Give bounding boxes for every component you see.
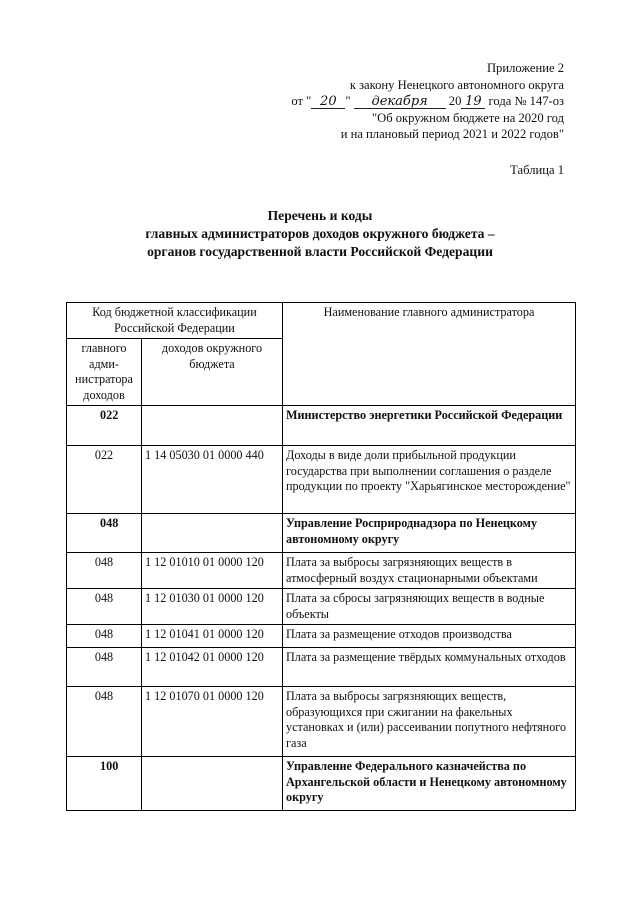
kbk-header: Код бюджетной классификации Российской Федерации — [67, 303, 283, 339]
admin-code-cell: 048 — [67, 687, 142, 757]
law-number: года № 147-оз — [488, 94, 564, 108]
admin-code-cell: 048 — [67, 625, 142, 648]
administrator-name-cell: Плата за сбросы загрязняющих веществ в водные объекты — [283, 589, 576, 625]
income-code-cell: 1 12 01041 01 0000 120 — [142, 625, 283, 648]
table-row — [67, 687, 576, 757]
law-date-line — [291, 93, 564, 110]
law-reference: к закону Ненецкого автономного округа — [349, 77, 564, 92]
law-title-line2: и на плановый период 2021 и 2022 годов" — [340, 127, 564, 141]
date-quote: " — [345, 94, 351, 108]
admin-code-cell: 100 — [67, 757, 142, 811]
income-code-cell: 1 12 01042 01 0000 120 — [142, 648, 283, 687]
income-code-cell: 1 12 01010 01 0000 120 — [142, 553, 283, 589]
income-code-cell — [142, 514, 283, 553]
table-row — [67, 406, 576, 446]
appendix-label: Приложение 2 — [486, 61, 564, 75]
admin-code-cell: 022 — [67, 446, 142, 514]
income-code-header: доходов окружного бюджета — [142, 339, 283, 406]
admin-code-header: главного адми-нистратора доходов — [67, 339, 142, 406]
name-header: Наименование главного администратора — [283, 303, 576, 406]
administrator-name-cell: Плата за размещение отходов производства — [283, 625, 576, 648]
administrator-name-cell: Министерство энергетики Российской Федерации — [283, 406, 576, 446]
administrator-name-cell: Управление Росприроднадзора по Ненецкому автономному округу — [283, 514, 576, 553]
administrators-table — [66, 302, 576, 811]
handwritten-day: 20 — [311, 96, 345, 109]
table-row — [67, 589, 576, 625]
table-row — [67, 648, 576, 687]
income-code-cell — [142, 757, 283, 811]
admin-code-cell: 048 — [67, 514, 142, 553]
table-row — [67, 553, 576, 589]
year-prefix: 20 — [448, 94, 462, 108]
income-code-cell — [142, 406, 283, 446]
table-row — [67, 446, 576, 514]
table-row — [67, 757, 576, 811]
table-label: Таблица 1 — [510, 163, 564, 177]
table-row — [67, 514, 576, 553]
administrator-name-cell: Управление Федерального казначейства по Архангельской области и Ненецкому автономному округу — [283, 757, 576, 811]
administrator-name-cell: Плата за размещение твёрдых коммунальных отходов — [283, 648, 576, 687]
date-prefix: от " — [291, 94, 312, 108]
income-code-cell: 1 12 01070 01 0000 120 — [142, 687, 283, 757]
admin-code-cell: 048 — [67, 589, 142, 625]
admin-code-cell: 022 — [67, 406, 142, 446]
document-title — [0, 207, 640, 261]
income-code-cell: 1 12 01030 01 0000 120 — [142, 589, 283, 625]
administrator-name-cell: Доходы в виде доли прибыльной продукции государства при выполнении соглашения о разделе продукции по проекту "Харьягинское месторождение" — [283, 446, 576, 514]
admin-code-cell: 048 — [67, 553, 142, 589]
title-line3: органов государственной власти Российской Федерации — [147, 244, 493, 259]
document-header — [291, 60, 564, 143]
law-title-line1: "Об окружном бюджете на 2020 год — [371, 110, 564, 125]
admin-code-cell: 048 — [67, 648, 142, 687]
table-row — [67, 625, 576, 648]
handwritten-month: декабря — [354, 96, 446, 109]
income-code-cell: 1 14 05030 01 0000 440 — [142, 446, 283, 514]
title-line2: главных администраторов доходов окружного бюджета – — [145, 226, 495, 241]
handwritten-year: 19 — [461, 96, 485, 109]
administrator-name-cell: Плата за выбросы загрязняющих веществ в атмосферный воздух стационарными объектами — [283, 553, 576, 589]
administrator-name-cell: Плата за выбросы загрязняющих веществ, образующихся при сжигании на факельных установках и (или) рассеивании попутного нефтяного газа — [283, 687, 576, 757]
title-line1: Перечень и коды — [267, 208, 373, 223]
